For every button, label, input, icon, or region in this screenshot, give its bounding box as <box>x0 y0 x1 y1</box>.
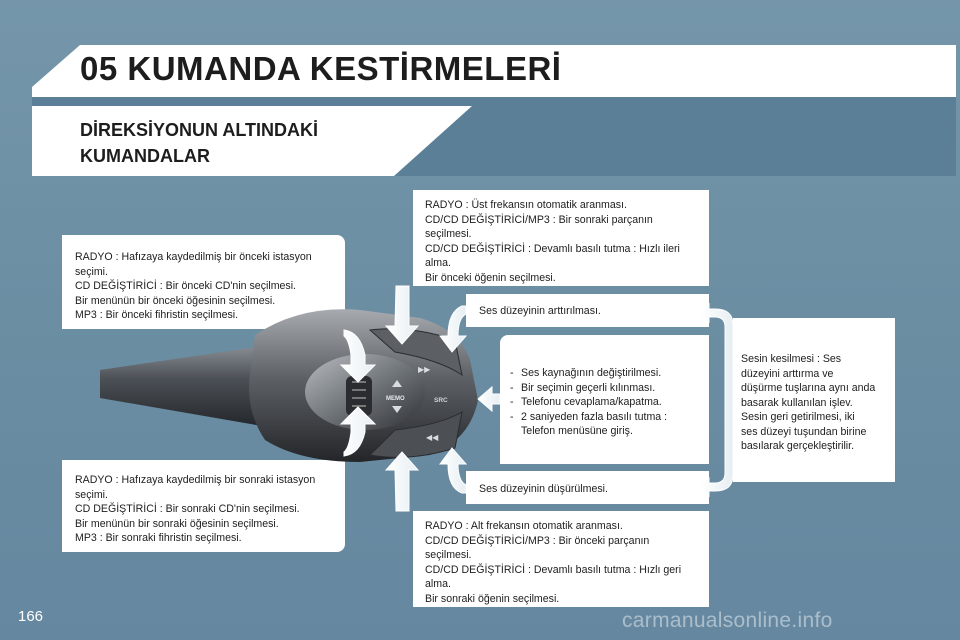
box-line: seçimi. <box>75 265 108 278</box>
rewind-symbol: ◀◀ <box>426 433 439 442</box>
box-line: RADYO : Alt frekansın otomatik aranması. <box>425 520 623 532</box>
box-line: CD DEĞİŞTİRİCİ : Bir sonraki CD'nin seçilmesi. <box>75 503 300 515</box>
subtitle-line: DİREKSİYONUN ALTINDAKİ <box>80 120 318 140</box>
box-line: RADYO : Hafızaya kaydedilmiş bir sonraki istasyon <box>75 474 316 486</box>
box-line: CD/CD DEĞİŞTİRİCİ/MP3 : Bir önceki parçanın <box>425 534 650 547</box>
box-line: basılarak gerçekleştirilir. <box>741 440 855 452</box>
box-line: Ses düzeyinin düşürülmesi. <box>479 483 608 495</box>
page-number: 166 <box>18 608 44 625</box>
subtitle-line: KUMANDALAR <box>80 146 210 166</box>
box-line: Ses düzeyinin arttırılması. <box>479 305 601 317</box>
box-line: Bir sonraki öğenin seçilmesi. <box>425 592 560 605</box>
box-line: Telefon menüsüne giriş. <box>521 425 633 437</box>
watermark: carmanualsonline.info <box>622 609 833 632</box>
box-line: Bir menünün bir önceki öğesinin seçilmesi. <box>75 294 276 307</box>
box-line: CD DEĞİŞTİRİCİ : Bir önceki CD'nin seçilmesi. <box>75 280 297 292</box>
arrow-src <box>478 387 500 411</box>
box-line: Bir menünün bir sonraki öğesinin seçilmesi. <box>75 517 279 530</box>
box-line: seçilmesi. <box>425 228 472 240</box>
box-line: Sesin kesilmesi : Ses <box>741 353 842 365</box>
box-line: CD/CD DEĞİŞTİRİCİ/MP3 : Bir sonraki parçanın <box>425 213 653 226</box>
forward-symbol: ▶▶ <box>418 365 431 374</box>
page-title: 05 KUMANDA KESTİRMELERİ <box>80 50 562 87</box>
box-line: alma. <box>425 257 451 269</box>
box-line: MP3 : Bir sonraki fihristin seçilmesi. <box>75 532 242 544</box>
src-label: SRC <box>434 397 448 404</box>
box-line: seçimi. <box>75 488 108 501</box>
box-line: Sesin geri getirilmesi, iki <box>741 411 855 423</box>
box-line: seçilmesi. <box>425 549 472 561</box>
list-item: - Ses kaynağının değiştirilmesi. <box>510 366 709 381</box>
box-line: MP3 : Bir önceki fihristin seçilmesi. <box>75 309 239 321</box>
arrow-seek-down <box>386 452 418 511</box>
arrow-volume-down <box>440 448 466 493</box>
list-item: - 2 saniyeden fazla basılı tutma : <box>510 410 709 425</box>
arrow-mute-bracket <box>700 304 733 496</box>
box-line: RADYO : Hafızaya kaydedilmiş bir önceki istasyon <box>75 251 312 263</box>
box-line: alma. <box>425 578 451 590</box>
list-item: - Telefonu cevaplama/kapatma. <box>510 395 709 410</box>
box-line: CD/CD DEĞİŞTİRİCİ : Devamlı basılı tutma : Hızlı geri <box>425 563 682 576</box>
box-line: düzeyini arttırma ve <box>741 367 834 380</box>
box-line: ses düzeyi tuşundan birine <box>741 425 867 438</box>
box-line: basarak kullanılan işlev. <box>741 396 853 409</box>
list-item: - Bir seçimin geçerli kılınması. <box>510 381 709 396</box>
box-line: düşürme tuşlarına aynı anda <box>741 382 876 394</box>
box-line: Bir önceki öğenin seçilmesi. <box>425 271 556 284</box>
memo-label: MEMO <box>386 396 405 402</box>
box-line: RADYO : Üst frekansın otomatik aranması. <box>425 199 627 211</box>
box-line: CD/CD DEĞİŞTİRİCİ : Devamlı basılı tutma : Hızlı ileri <box>425 242 680 255</box>
